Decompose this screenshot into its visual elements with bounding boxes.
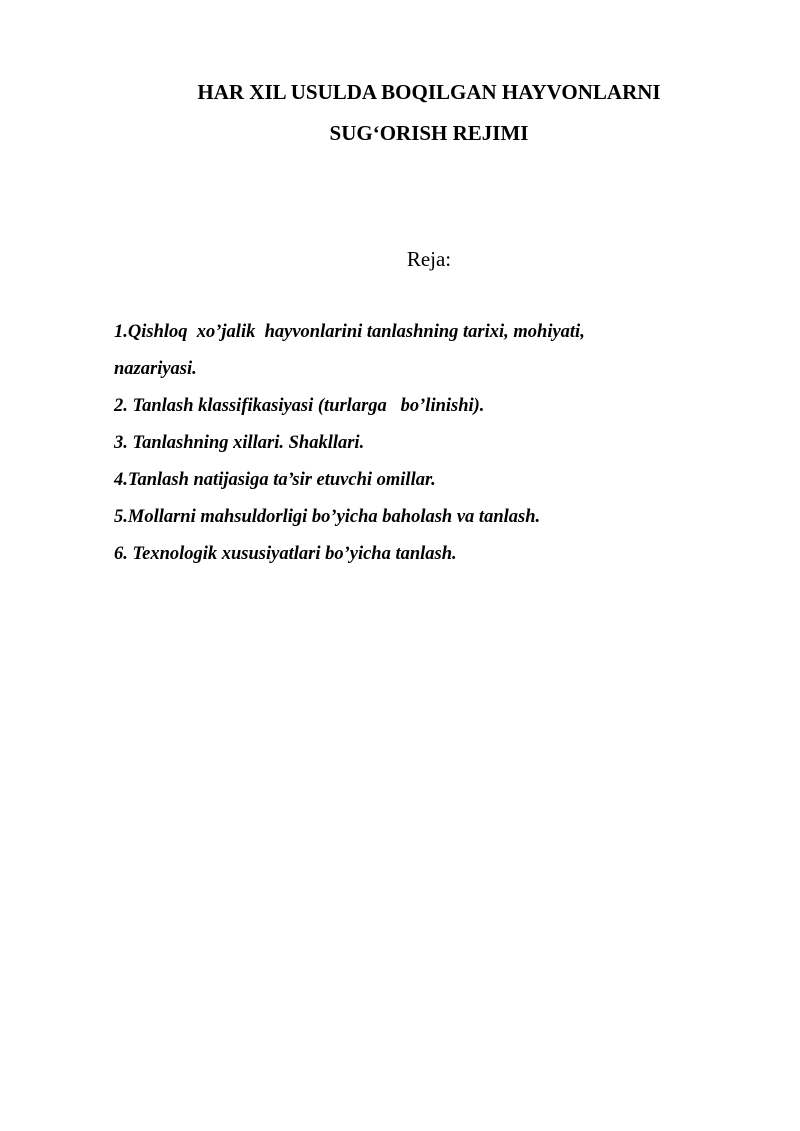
plan-item-4: 4.Tanlash natijasiga ta’sir etuvchi omillar.: [114, 470, 436, 490]
plan-item-1: 1.Qishloq xo’jalik hayvonlarini tanlashning tarixi, mohiyati,: [114, 322, 585, 342]
plan-item-1-continued: nazariyasi.: [114, 359, 197, 379]
plan-item-6: 6. Texnologik xususiyatlari bo’yicha tanlash.: [114, 544, 457, 564]
plan-item-3: 3. Tanlashning xillari. Shakllari.: [114, 433, 365, 453]
plan-item-2: 2. Tanlash klassifikasiyasi (turlarga bo’linishi).: [114, 396, 485, 416]
plan-item-5: 5.Mollarni mahsuldorligi bo’yicha baholash va tanlash.: [114, 507, 541, 527]
document-title-line-2: SUG‘ORISH REJIMI: [329, 121, 529, 145]
document-title-line-1: HAR XIL USULDA BOQILGAN HAYVONLARNI: [197, 80, 661, 104]
plan-heading: Reja:: [406, 247, 452, 271]
plan-list: [114, 314, 734, 573]
